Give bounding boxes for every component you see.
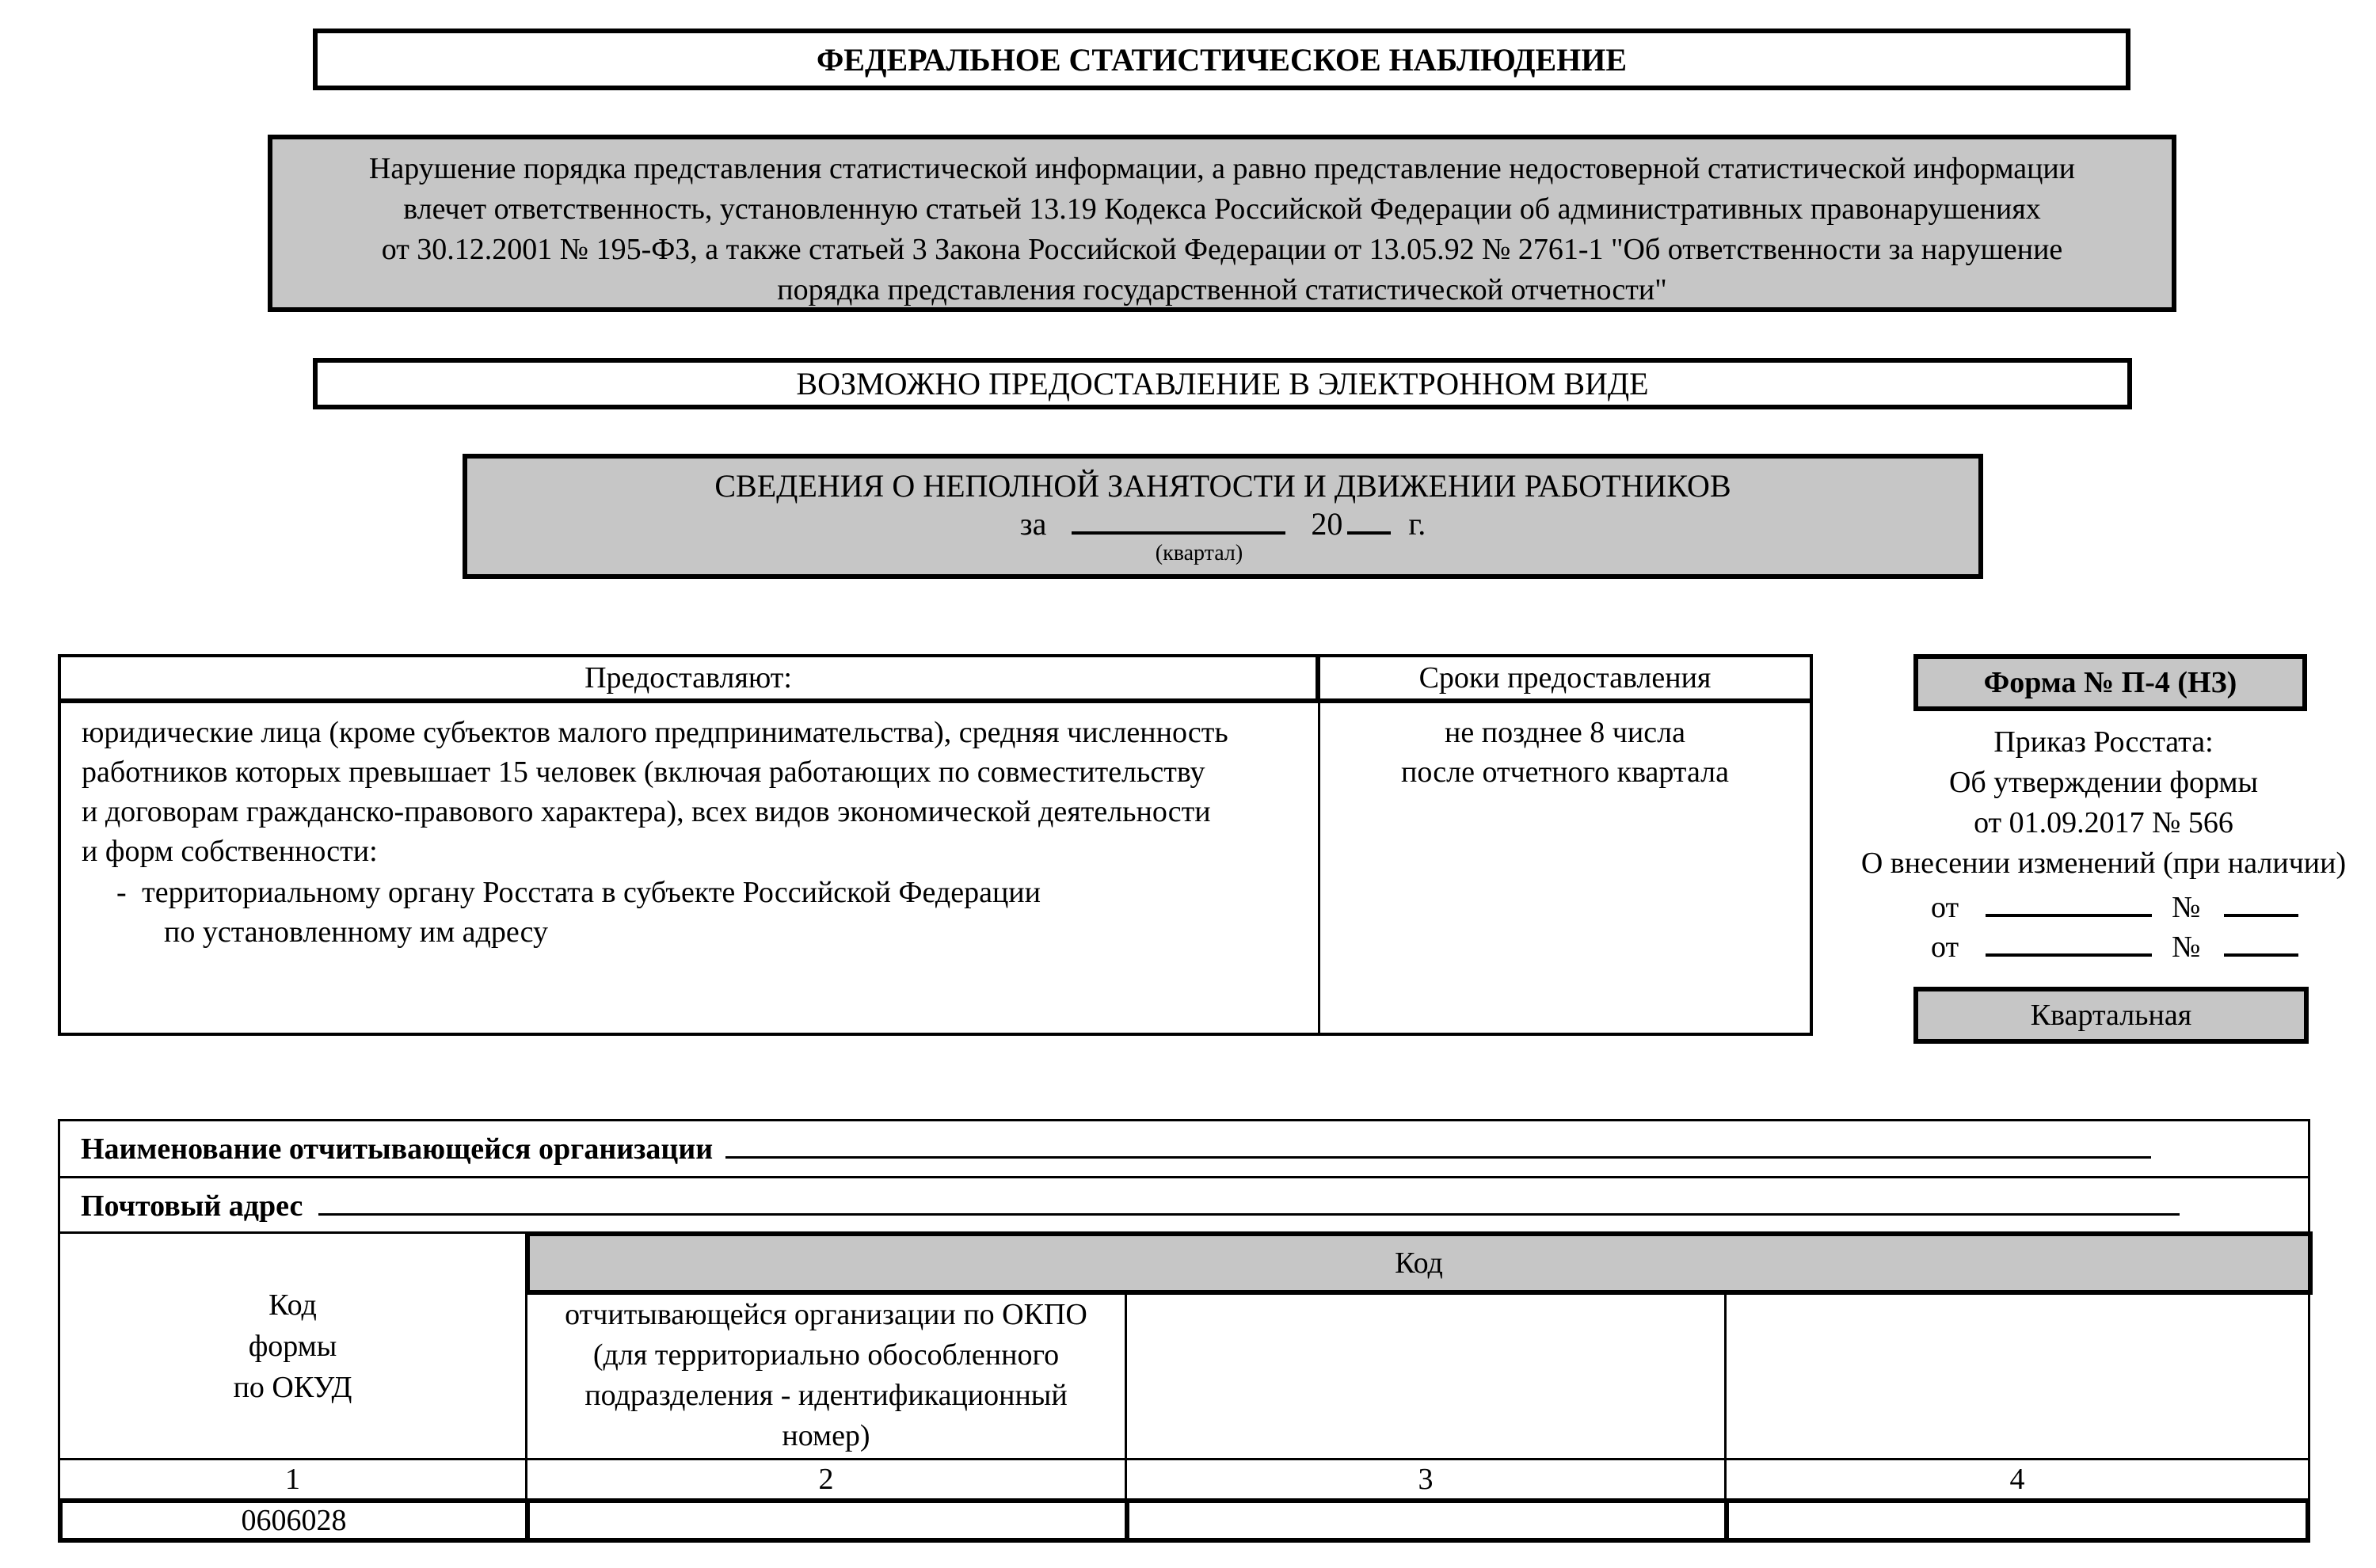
amendment-date-blank[interactable]: [1986, 925, 2152, 957]
year-blank[interactable]: [1347, 504, 1391, 535]
column-number: 3: [1127, 1460, 1727, 1498]
code-col4-value-cell[interactable]: [1724, 1498, 2310, 1543]
quarter-blank[interactable]: [1072, 504, 1285, 535]
form-number-box: [1913, 654, 2307, 711]
order-info: [1834, 722, 2373, 884]
reporting-period-line: [467, 504, 1978, 542]
providers-table: [58, 654, 1813, 1036]
order-line: О внесении изменений (при наличии): [1860, 847, 2347, 880]
okud-value: 0606028: [241, 1504, 347, 1537]
periodicity-box: [1913, 987, 2309, 1044]
legal-warning-line: порядка представления государственной статистической отчетности": [777, 273, 1667, 306]
postal-address-field[interactable]: [318, 1185, 2180, 1216]
year-suffix: г.: [1408, 506, 1426, 542]
okpo-code-header: отчитывающейся организации по ОКПО (для территориально обособленного подразделения - идентификационный номер): [527, 1295, 1127, 1460]
amendment-date-blank[interactable]: [1986, 885, 2152, 917]
providers-bullet: - территориальному органу Росстата в субъекте Российской Федерации: [116, 876, 1041, 909]
okud-value-cell: [58, 1498, 530, 1543]
organization-name-row: [60, 1121, 2308, 1178]
amendment-row: [1931, 885, 2374, 925]
year-prefix: 20: [1311, 506, 1343, 542]
header-title-box: [313, 29, 2130, 90]
electronic-submission-text: ВОЗМОЖНО ПРЕДОСТАВЛЕНИЕ В ЭЛЕКТРОННОМ ВИДЕ: [796, 366, 1649, 402]
amendment-number-blank[interactable]: [2224, 885, 2298, 917]
form-title: СВЕДЕНИЯ О НЕПОЛНОЙ ЗАНЯТОСТИ И ДВИЖЕНИИ РАБОТНИКОВ: [714, 468, 1731, 504]
code-col4-header: [1727, 1295, 2308, 1460]
order-line: Приказ Росстата:: [1993, 725, 2214, 759]
code-col3-value-cell[interactable]: [1125, 1498, 1729, 1543]
providers-when-text: не позднее 8 числа после отчетного квартала: [1400, 716, 1729, 789]
order-line: от 01.09.2017 № 566: [1974, 806, 2233, 839]
amendment-ot-label: от: [1931, 891, 1959, 924]
providers-header-who: Предоставляют:: [61, 657, 1320, 703]
column-number: 1: [60, 1460, 527, 1498]
organization-name-field[interactable]: [725, 1128, 2151, 1159]
legal-warning-line: от 30.12.2001 № 195-ФЗ, а также статьей 3 Закона Российской Федерации от 13.05.92 № 2761-1 "Об ответственности за нарушение: [381, 233, 2063, 266]
postal-address-row: [60, 1178, 2308, 1234]
okud-code-header: Код формы по ОКУД: [60, 1234, 527, 1460]
postal-address-label: Почтовый адрес: [81, 1189, 303, 1223]
header-title: ФЕДЕРАЛЬНОЕ СТАТИСТИЧЕСКОЕ НАБЛЮДЕНИЕ: [816, 41, 1628, 78]
okpo-value-cell[interactable]: [525, 1498, 1129, 1543]
code-header: Код: [525, 1231, 2313, 1295]
order-line: Об утверждении формы: [1948, 766, 2259, 799]
providers-who-text: юридические лица (кроме субъектов малого предпринимательства), средняя численность работников которых превышает 15 человек (включая работающих по совместительству и договорам гражданско-правового характера), всех видов экономической деятельности и форм собственности: - территориальному органу Росстата в субъекте Российской Федерации по установленному им адресу: [61, 703, 1320, 1033]
legal-warning-line: влечет ответственность, установленную статьей 13.19 Кодекса Российской Федерации об административных правонарушениях: [403, 192, 2041, 226]
organization-name-label: Наименование отчитывающейся организации: [81, 1132, 714, 1166]
providers-header-when: Сроки предоставления: [1320, 657, 1810, 703]
za-label: за: [1019, 506, 1047, 542]
amendment-no-label: №: [2172, 931, 2201, 964]
column-number: 4: [2009, 1463, 2025, 1496]
legal-warning-line: Нарушение порядка представления статистической информации, а равно представление недостоверной статистической информации: [368, 152, 2076, 185]
amendment-number-blank[interactable]: [2224, 925, 2298, 957]
column-number: 2: [527, 1460, 1127, 1498]
amendment-row: [1931, 925, 2374, 965]
quarter-hint: (квартал): [1155, 541, 1243, 565]
amendment-no-label: №: [2172, 891, 2201, 924]
periodicity: Квартальная: [2030, 999, 2192, 1032]
organization-table: [58, 1119, 2310, 1543]
amendment-ot-label: от: [1931, 931, 1959, 964]
electronic-submission-box: [313, 358, 2132, 409]
legal-warning-box: [268, 135, 2176, 312]
form-title-box: [463, 454, 1983, 579]
form-number: Форма № П-4 (НЗ): [1983, 666, 2237, 699]
code-col3-header: [1127, 1295, 1727, 1460]
